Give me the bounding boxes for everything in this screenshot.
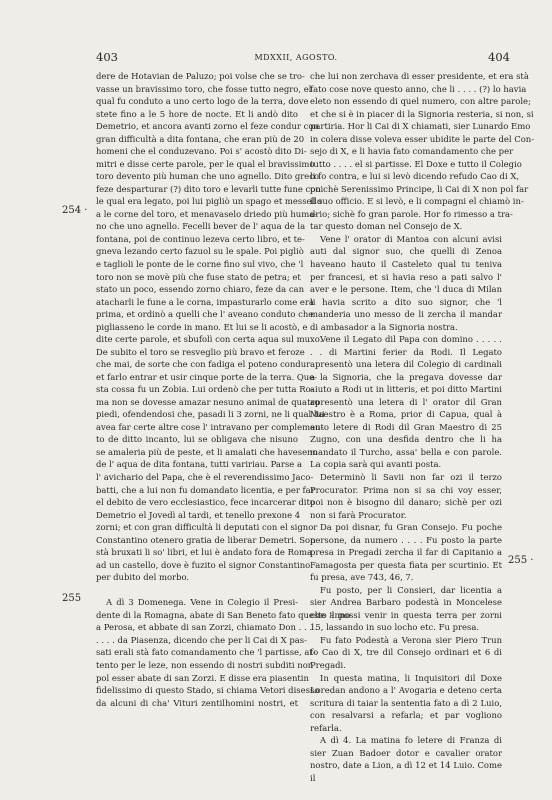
- text-line: prima, et ordinò a quelli che l' aveano conduto che: [96, 309, 314, 320]
- paragraph: Determinò li Savii non far ozi il terzo Procurator. Prima non si sa chi voy esser, poi non è bisogno dil danaro; sichè per ozi non si farà Procurator.: [310, 472, 502, 520]
- text-line: pigliasseno le corde in mano. Et lui se li acostò, e: [96, 321, 308, 332]
- text-line: tutto . . . . el si partisse. El Doxe e tutto il Colegio: [310, 158, 522, 169]
- text-line: batti, che a lui non fu domandato licentia, e per far: [96, 484, 315, 495]
- text-line: gneva lezando certo fazuol su le spale. Poi pigliò: [96, 246, 304, 257]
- text-line: A dì 3 Domenega. Vene in Colegio il Presi-: [106, 597, 298, 608]
- text-line: stà bruxati li so' libri, et lui è andato fora de Roma: [96, 547, 313, 558]
- text-line: zorni; et con gran difficultà li deputati con el signor: [96, 522, 318, 533]
- text-line: fontana, poi de continuo lezeva certo libro, et te-: [96, 233, 305, 244]
- text-line: to de ditto incanto, lui se obligava che nisuno: [96, 434, 298, 445]
- text-line: . . . . da Piasenza, dicendo che per li Cai di X pas-: [96, 634, 307, 645]
- text-line: se amaleria più de peste, et li amalati che haveseno: [96, 446, 318, 457]
- left-page-number: 403: [96, 50, 118, 64]
- text-line: eleto non essendo di quel numero, con altre parole;: [310, 96, 531, 107]
- margin-mark-255-right: 255 ·: [508, 555, 534, 566]
- text-line: qual fu conduto a uno certo logo de la terra, dove: [96, 96, 309, 107]
- margin-mark-255-left: 255: [62, 593, 82, 604]
- text-line: Demetrio el Jovedì al tardi, et tenello prexone 4: [96, 509, 301, 520]
- text-line: fato cose nove questo anno, che li . . . . (?) lo havia: [310, 83, 527, 94]
- text-line: dente di la Romagna, abate di San Beneto fato questo anno: [96, 609, 351, 620]
- text-line: mitri e disse certe parole, per le qual el bravissimo: [96, 158, 315, 169]
- text-line: che lui non zerchava di esser presidente, et era stà: [310, 71, 529, 81]
- text-line: sati erali stà fato comandamento che 'l partisse, at-: [96, 647, 316, 658]
- text-line: de l' aqua de dita fontana, tutti variriau. Parse a: [96, 459, 302, 470]
- paragraph: Fu posto, per li Consieri, dar licentia a sier Andrea Barbaro podestà in Moncelese che 'l possi venir in questa terra per zorni 15, lassando in suo locho etc. Fu presa.: [310, 584, 502, 633]
- text-line: Demetrio, et ancora avanti zorno el feze condur con: [96, 121, 319, 132]
- text-line: fidelissimo di questo Stado, si chiama Vetori disesso: [96, 685, 320, 696]
- text-line: che mai, de sorte che con fadiga el poteno condur: [96, 359, 311, 370]
- text-line: ma non se dovesse amazar nesuno animal de quatro: [96, 396, 320, 407]
- paragraph: Da poi disnar, fu Gran Consejo. Fu poche persone, da numero . . . . Fu posto la parte presa in Pregadi zercha il far di Capitanio a Famagosta per questa fiata per scurtinio. Et fu presa, ave 743, 46, 7.: [310, 522, 502, 583]
- text-line: a Perosa, et abbate di san Zorzi, chiamato Don . . . .: [96, 622, 318, 633]
- text-line: a le corne del toro, et menavaselo driedo più huma-: [96, 208, 318, 219]
- text-line: li fo contra, e lui si levò dicendo refudo Cao di X,: [310, 171, 520, 182]
- text-line: stato un poco, essendo zorno chiaro, feze da can: [96, 284, 305, 295]
- text-line: atacharli le fune a le corna, impasturarlo come era: [96, 296, 314, 307]
- text-line: tento per le leze, non essendo di nostri subditi non: [96, 659, 314, 670]
- right-page-number: 404: [488, 50, 510, 64]
- text-line: homeni che el conduzevano. Poi s' acostò dito Di-: [96, 146, 307, 157]
- text-line: tar questo doman nel Consejo de X.: [310, 221, 463, 232]
- paragraph: A dì 4. La matina fo letere di Franza di sier Zuan Badoer dotor e cavalier orator nostro, date a Lion, a dì 12 et 14 Luio. Come il: [310, 735, 502, 783]
- text-line: stete fino a le 5 hore de nocte. Et li andò dito: [96, 108, 298, 119]
- text-line: feze desparturar (?) dito toro e levarli tutte fune con: [96, 183, 321, 194]
- margin-mark-254: 254 ·: [62, 205, 88, 216]
- text-line: il suo officio. E si levò, e li compagni el chiamò in-: [310, 196, 524, 207]
- text-line: no che uno agnello. Fecelli bever de l' aqua de la: [96, 221, 306, 232]
- text-line: da alcuni di cha' Vituri zentilhomini nostri, et: [96, 697, 298, 708]
- text-line: per dubito del morbo.: [96, 572, 190, 583]
- text-line: drio; sichè fo gran parole. Hor fo rimesso a tra-: [310, 208, 513, 219]
- running-head: MDXXII, AGOSTO.: [254, 53, 338, 62]
- text-line: sta cossa fu un Zobia. Lui ordenò che per tutta Ro-: [96, 384, 314, 395]
- text-line: et che si è in piacer di la Signoria resteria, si non, si: [310, 108, 534, 119]
- text-line: ad un castello, dove è fuzito el signor Constantino: [96, 559, 311, 570]
- text-line: poichè Serenissimo Principe, li Cai di X non pol far: [310, 183, 529, 194]
- text-line: e taglioli le ponte de le corne fino sul vivo, che 'l: [96, 258, 304, 269]
- left-column: [96, 70, 351, 709]
- text-line: sejo di X, e li havia fato comandamento che per: [310, 146, 514, 157]
- text-line: piedi, ofendendosi che, pasadi li 3 zorni, ne li qual lui: [96, 409, 325, 420]
- text-line: avea far certe altre cose l' intravano per complemen-: [96, 421, 324, 432]
- text-line: toro devento più human che uno agnello. Dito greco: [96, 171, 320, 182]
- paragraph: Fu fato Podestà a Verona sier Piero Trun fo Cao di X, tre dil Consejo ordinari et 6 di Pregadi.: [310, 634, 502, 670]
- text-line: pol esser abate di san Zorzi. E disse era piasentin: [96, 672, 309, 683]
- text-line: l' avichario del Papa, che è el reverendissimo Jaco-: [96, 472, 314, 482]
- text-line: el debito de vero ecclesiastico, fece incarcerar dito: [96, 497, 315, 508]
- text-line: in colera disse voleva esser ubidite le parte del Con-: [310, 133, 535, 144]
- paragraph: In questa matina, li Inquisitori dil Doxe Loredan andono a l' Avogaria e deteno certa scritura di taiar la sententia fato a dì 2 Luio, con resalvarsi a refarla; et par vogliono refarla.: [310, 672, 502, 733]
- text-line: partiria. Hor li Cai di X chiamati, sier Lunardo Emo: [310, 121, 531, 132]
- text-line: Constantino otenero gratia de liberar Demetri. Son: [96, 534, 316, 545]
- text-line: dite certe parole, et sbufolì con certa aqua sul muxo.: [96, 334, 323, 345]
- paragraph-gap: [96, 584, 298, 597]
- text-line: dere de Hotavian de Paluzo; poi volse che se tro-: [96, 71, 305, 81]
- text-line: vasse un bravissimo toro, che fosse tutto negro, el: [96, 83, 312, 94]
- paragraph: Vene l' orator di Mantoa con alcuni avisi auti dal signor suo, che quelli di Zenoa haveano hauto il Casteleto qual tu teniva per francesi, et si havia reso a pati salvo l' aver e le persone. Item, che 'l duca di Milan li havia scrito a dito suo signor, che 'l manderia uno messo de li zercha il mandar di ambasador a la Signoria nostra.: [310, 233, 502, 332]
- paragraph: Vene il Legato dil Papa con domino . . . . . . . di Martini ferier da Rodi. Il Legato apresentò una letera dil Colegio di cardinali a la Signoria, che la pregava dovesse dar aiuto a Rodi ut in litteris, et poi ditto Martini apresentò una letera di l' orator dil Gran Maestro è a Roma, prior di Capua, qual à auto letere di Rodi dil Gran Maestro di 25 Zugno, con una desfida dentro che li ha mandato il Turcho, assa' bella e con parole. La copia sarà qui avanti posta.: [310, 334, 502, 470]
- text-line: toro non se movè più che fuse stato de petra; et: [96, 271, 301, 282]
- text-line: gran difficultà a dita fontana, che eran più de 20: [96, 133, 305, 144]
- text-line: et farlo entrar et usir cinque porte de la terra. Que-: [96, 371, 318, 382]
- text-line: De subito el toro se resveglio più bravo et feroze: [96, 346, 305, 357]
- text-line: le qual era legato, poi lui pigliò un spago et messello: [96, 196, 323, 207]
